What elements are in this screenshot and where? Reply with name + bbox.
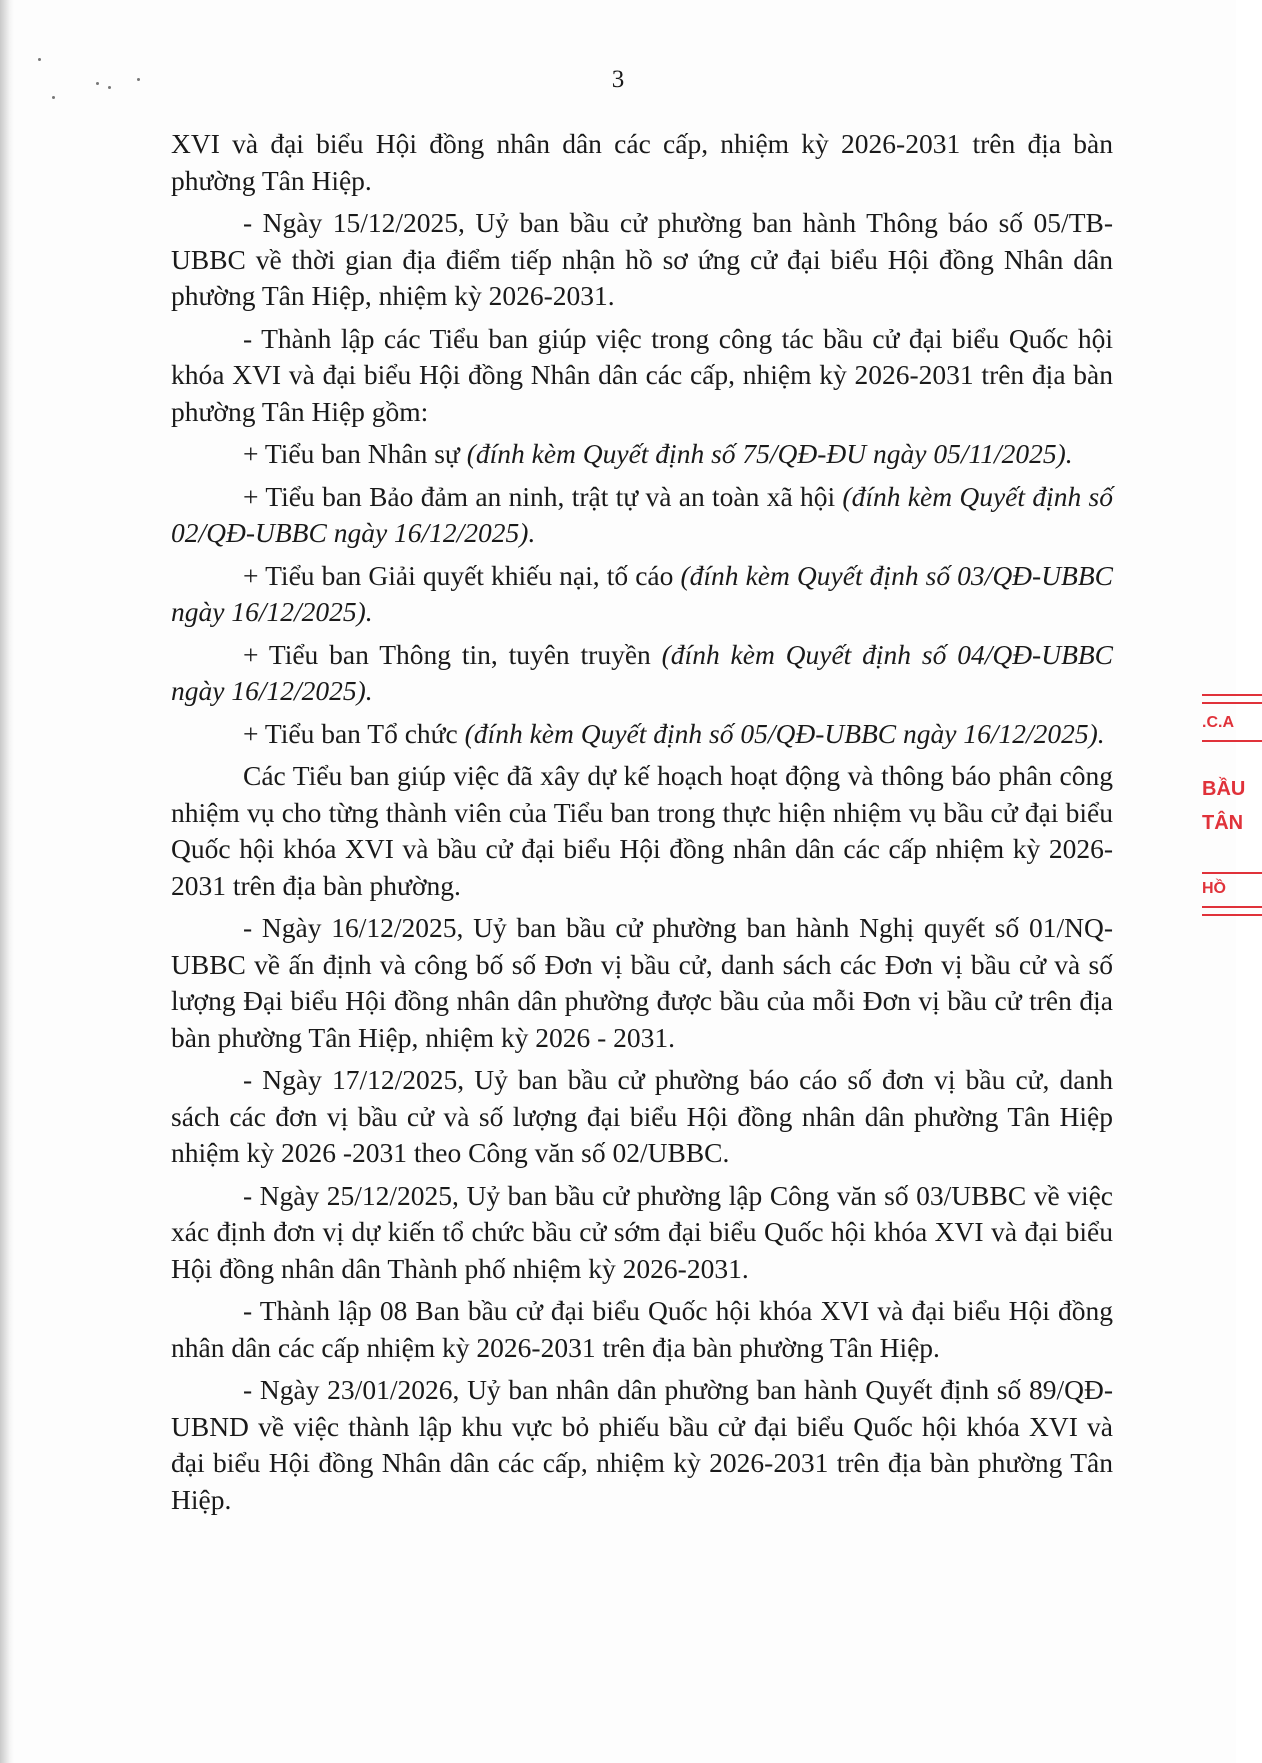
paragraph (171, 1293, 1113, 1366)
list-item-reference: (đính kèm Quyết định số 75/QĐ-ĐU ngày 05/11/2025). (466, 438, 1073, 469)
list-item (171, 716, 1113, 753)
list-item (171, 558, 1113, 631)
stamp-text: TÂN (1202, 812, 1244, 834)
paragraph-text: - Thành lập 08 Ban bầu cử đại biểu Quốc hội khóa XVI và đại biểu Hội đồng nhân dân các cấp nhiệm kỳ 2026-2031 trên địa bàn phường Tân Hiệp. (171, 1295, 1113, 1363)
stamp-rule (1202, 872, 1262, 874)
list-item-text: + Tiểu ban Bảo đảm an ninh, trật tự và an toàn xã hội (243, 480, 843, 512)
list-item (171, 436, 1113, 473)
paragraph-text: - Ngày 23/01/2026, Uỷ ban nhân dân phường ban hành Quyết định số 89/QĐ-UBND về việc thành lập khu vực bỏ phiếu bầu cử đại biểu Quốc hội khóa XVI và đại biểu Hội đồng Nhân dân các cấp, nhiệm kỳ 2026-2031 trên địa bàn phường Tân Hiệp. (171, 1374, 1113, 1515)
list-item-reference: (đính kèm Quyết định số 03/QĐ-UBBC ngày 16/12/2025). (171, 559, 1113, 627)
list-item (171, 479, 1113, 552)
stamp-rule (1202, 906, 1262, 908)
stamp-rule (1202, 702, 1262, 704)
paragraph-text: - Ngày 15/12/2025, Uỷ ban bầu cử phường ban hành Thông báo số 05/TB-UBBC về thời gian địa điểm tiếp nhận hồ sơ ứng cử đại biểu Hội đồng Nhân dân phường Tân Hiệp, nhiệm kỳ 2026-2031. (171, 207, 1113, 311)
document-body (171, 126, 1113, 1524)
page-number: 3 (611, 66, 625, 93)
stamp-rule (1202, 914, 1262, 916)
paragraph (171, 1178, 1113, 1288)
paragraph-text: XVI và đại biểu Hội đồng nhân dân các cấp, nhiệm kỳ 2026-2031 trên địa bàn phường Tân Hiệp. (171, 128, 1113, 196)
stamp-text: .C.A (1202, 714, 1234, 731)
paragraph (171, 1372, 1113, 1518)
paragraph-text: Các Tiểu ban giúp việc đã xây dự kế hoạch hoạt động và thông báo phân công nhiệm vụ cho từng thành viên của Tiểu ban trong thực hiện nhiệm vụ bầu cử đại biểu Quốc hội khóa XVI và bầu cử đại biểu Hội đồng nhân dân các cấp nhiệm kỳ 2026-2031 trên địa bàn phường. (171, 760, 1113, 901)
stamp-rule (1202, 694, 1262, 696)
paragraph-text: - Ngày 25/12/2025, Uỷ ban bầu cử phường lập Công văn số 03/UBBC về việc xác định đơn vị dự kiến tổ chức bầu cử sớm đại biểu Quốc hội khóa XVI và đại biểu Hội đồng nhân dân Thành phố nhiệm kỳ 2026-2031. (171, 1179, 1113, 1284)
paragraph (171, 910, 1113, 1056)
paragraph (171, 758, 1113, 904)
stamp-rule (1202, 740, 1262, 742)
list-item-reference: (đính kèm Quyết định số 05/QĐ-UBBC ngày 16/12/2025). (464, 717, 1105, 749)
paragraph (171, 1062, 1113, 1172)
list-item-reference: (đính kèm Quyết định số 04/QĐ-UBBC ngày 16/12/2025). (171, 638, 1114, 706)
paragraph (171, 126, 1113, 199)
stamp-text: BẦU (1202, 778, 1246, 800)
paragraph-text: - Thành lập các Tiểu ban giúp việc trong công tác bầu cử đại biểu Quốc hội khóa XVI và đại biểu Hội đồng Nhân dân các cấp, nhiệm kỳ 2026-2031 trên địa bàn phường Tân Hiệp gồm: (171, 322, 1113, 427)
list-item-text: + Tiểu ban Nhân sự (243, 438, 467, 469)
list-item-text: + Tiểu ban Tổ chức (243, 717, 465, 749)
list-item-text: + Tiểu ban Giải quyết khiếu nại, tố cáo (243, 559, 681, 591)
red-stamp (1196, 694, 1256, 924)
paragraph (171, 321, 1113, 431)
paragraph (171, 205, 1113, 315)
list-item-text: + Tiểu ban Thông tin, tuyên truyền (243, 638, 662, 670)
list-item (171, 637, 1113, 710)
paragraph-text: - Ngày 17/12/2025, Uỷ ban bầu cử phường báo cáo số đơn vị bầu cử, danh sách các đơn vị bầu cử và số lượng đại biểu Hội đồng nhân dân phường Tân Hiệp nhiệm kỳ 2026 -2031 theo Công văn số 02/UBBC. (171, 1064, 1113, 1168)
scan-edge-shadow (0, 0, 14, 1763)
paragraph-text: - Ngày 16/12/2025, Uỷ ban bầu cử phường ban hành Nghị quyết số 01/NQ-UBBC về ấn định và công bố số Đơn vị bầu cử, danh sách các Đơn vị bầu cử và số lượng Đại biểu Hội đồng nhân dân phường được bầu của mỗi Đơn vị bầu cử trên địa bàn phường Tân Hiệp, nhiệm kỳ 2026 - 2031. (171, 912, 1113, 1053)
list-item-reference: (đính kèm Quyết định số 02/QĐ-UBBC ngày 16/12/2025). (171, 480, 1113, 548)
stamp-text: HỒ (1202, 880, 1226, 897)
